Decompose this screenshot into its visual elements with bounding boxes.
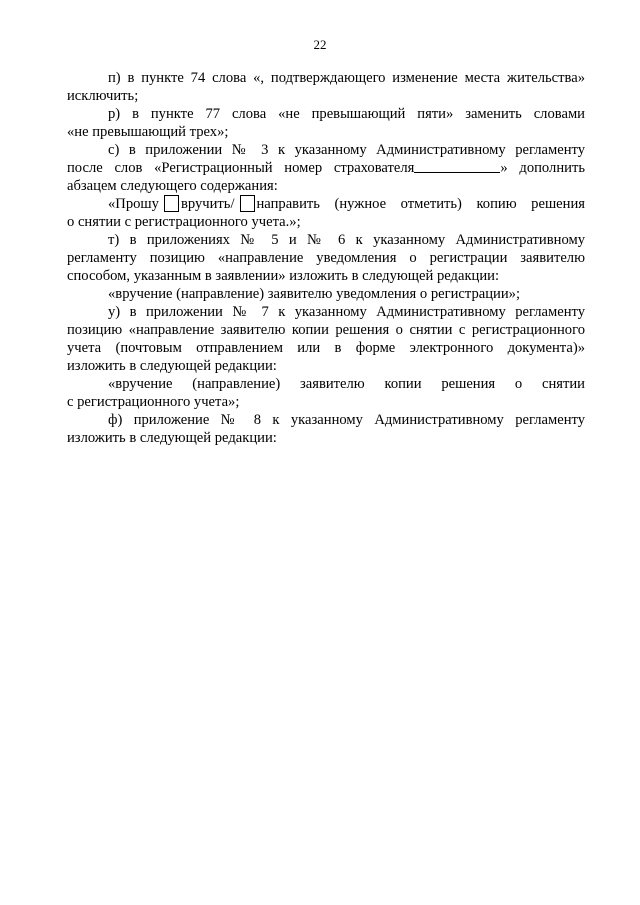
paragraph-f-line-1: ф) приложение № 8 к указанному Административному регламенту (108, 412, 585, 428)
paragraph-t-line-2: регламенту позицию «направление уведомления о регистрации заявителю (67, 250, 585, 266)
quote-hand-over-text: вручить/ (180, 196, 235, 212)
paragraph-u-line-1: у) в приложении № 7 к указанному Административному регламенту (108, 304, 585, 320)
paragraph-r-line-2: «не превышающий трех»; (67, 124, 229, 140)
paragraph-p-line-2: исключить; (67, 88, 139, 104)
quote-request-text: «Прошу (108, 196, 159, 212)
paragraph-t (67, 231, 585, 285)
paragraph-r-line-1: р) в пункте 77 слова «не превышающий пяти» заменить словами (108, 106, 585, 122)
paragraph-s (67, 141, 585, 195)
document-body (67, 69, 585, 447)
paragraph-s-line-3: абзацем следующего содержания: (67, 178, 278, 194)
send-checkbox (240, 195, 255, 212)
paragraph-r (67, 105, 585, 141)
paragraph-s-quote (67, 195, 585, 231)
paragraph-u-quote-line-2: с регистрационного учета»; (67, 394, 240, 410)
page-number: 22 (313, 37, 327, 52)
paragraph-u-quote-line-1: «вручение (направление) заявителю копии решения о снятии (108, 376, 585, 392)
paragraph-t-quote-line-1: «вручение (направление) заявителю уведомления о регистрации»; (108, 286, 521, 302)
paragraph-p-line-1: п) в пункте 74 слова «, подтверждающего изменение места жительства» (108, 70, 585, 86)
paragraph-s-quote-line-2: о снятии с регистрационного учета.»; (67, 214, 301, 230)
paragraph-f-line-2: изложить в следующей редакции: (67, 430, 277, 446)
paragraph-s-line-1: с) в приложении № 3 к указанному Административному регламенту (108, 142, 585, 158)
paragraph-s-line-2 (67, 159, 585, 177)
paragraph-u-quote (67, 375, 585, 411)
paragraph-f (67, 411, 585, 447)
paragraph-s-quote-line-1 (67, 195, 585, 213)
quote-send-text: направить (нужное отметить) копию решения (256, 196, 585, 212)
paragraph-u-line-3: учета (почтовым отправлением или в форме электронного документа)» (67, 340, 585, 356)
paragraph-t-line-1: т) в приложениях № 5 и № 6 к указанному Административному (108, 232, 585, 248)
paragraph-u-line-2: позицию «направление заявителю копии решения о снятии с регистрационного (67, 322, 585, 338)
paragraph-s-line-2-after: » дополнить (500, 160, 585, 176)
paragraph-t-line-3: способом, указанным в заявлении» изложить в следующей редакции: (67, 268, 500, 284)
hand-over-checkbox (164, 195, 179, 212)
paragraph-t-quote (67, 285, 585, 303)
paragraph-s-line-2-before: после слов «Регистрационный номер страхователя (67, 160, 415, 176)
paragraph-u (67, 303, 585, 375)
paragraph-u-line-4: изложить в следующей редакции: (67, 358, 277, 374)
registration-number-blank (414, 159, 500, 173)
paragraph-p (67, 69, 585, 105)
